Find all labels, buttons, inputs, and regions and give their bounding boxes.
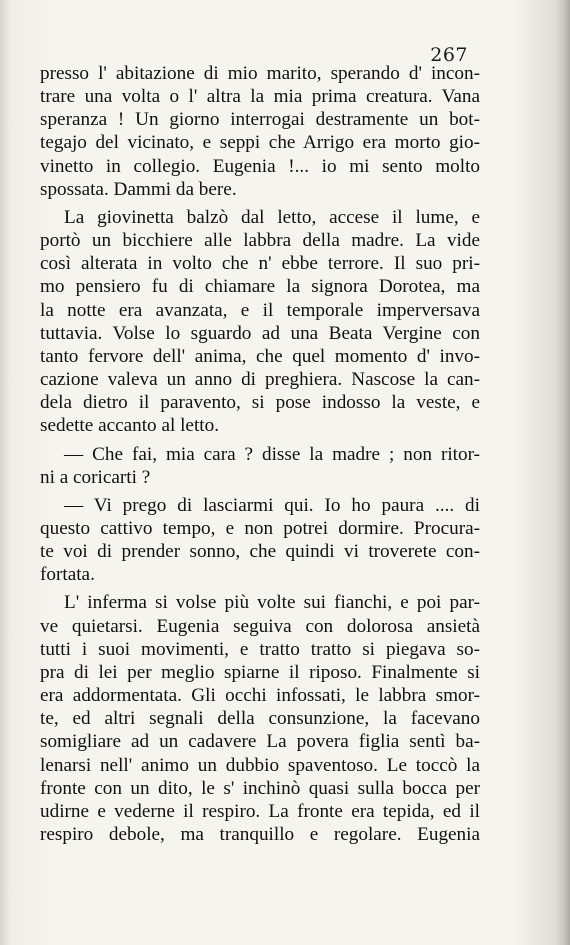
text-line: speranza ! Un giorno interrogai destramente un bot- (40, 109, 480, 131)
text-line: trare una volta o l' altra la mia prima creatura. Vana (40, 86, 480, 108)
text-line: fronte con un dito, le s' inchinò quasi sulla bocca per (40, 777, 480, 799)
paragraph (40, 494, 480, 587)
text-line: cazione valeva un anno di preghiera. Nascose la can- (40, 369, 480, 391)
text-line: questo cattivo tempo, e non potrei dormire. Procura- (40, 517, 480, 539)
text-line: respiro debole, ma tranquillo e regolare. Eugenia (40, 824, 480, 845)
text-line: era addormentata. Gli occhi infossati, le labbra smor- (40, 685, 480, 707)
text-line: spossata. Dammi da bere. (40, 178, 237, 200)
text-line: ni a coricarti ? (40, 466, 151, 488)
text-line: udirne e vederne il respiro. La fronte era tepida, ed il (40, 800, 480, 822)
text-line: presso l' abitazione di mio marito, sperando d' incon- (40, 63, 480, 84)
text-line: La giovinetta balzò dal letto, accese il lume, e (64, 206, 480, 228)
paragraph (40, 206, 480, 438)
text-line: somigliare ad un cadavere La povera figlia sentì ba- (40, 731, 480, 753)
text-line: L' inferma si volse più volte sui fianchi, e poi par- (64, 592, 480, 614)
text-line: sedette accanto al letto. (40, 415, 219, 437)
text-line: fortata. (40, 564, 95, 586)
text-line: lenarsi nell' animo un dubbio spaventoso. Le toccò la (40, 754, 480, 776)
text-line: dela dietro il paravento, si pose indosso la veste, e (40, 392, 480, 414)
text-line: mo pensiero fu di chiamare la signora Dorotea, ma (40, 276, 480, 298)
body-text (40, 62, 480, 846)
paragraph (40, 443, 480, 489)
text-line: pra di lei per meglio spiarne il riposo. Finalmente si (40, 661, 480, 683)
text-line: ve quietarsi. Eugenia seguiva con dolorosa ansietà (40, 615, 480, 637)
paragraph (40, 62, 480, 201)
page-left-shadow (0, 0, 10, 945)
text-line: — Vi prego di lasciarmi qui. Io ho paura .... di (64, 494, 480, 516)
text-line: tegajo del vicinato, e seppi che Arrigo era morto gio- (40, 132, 480, 154)
text-line: tuttavia. Volse lo sguardo ad una Beata Vergine con (40, 322, 480, 344)
page-right-shadow (556, 0, 570, 945)
paragraph (40, 591, 480, 846)
text-line: così alterata in volto che n' ebbe terrore. Il suo pri- (40, 253, 480, 275)
text-line: — Che fai, mia cara ? disse la madre ; non ritor- (64, 443, 480, 465)
text-line: tutti i suoi movimenti, e tratto tratto si piegava so- (40, 638, 480, 660)
text-line: te, ed altri segnali della consunzione, la facevano (40, 708, 480, 730)
page-number: 267 (430, 44, 468, 66)
text-line: vinetto in collegio. Eugenia !... io mi sento molto (40, 155, 480, 177)
text-line: tanto fervore dell' anima, che quel momento d' invo- (40, 345, 480, 367)
text-line: te voi di prender sonno, che quindi vi troverete con- (40, 541, 480, 563)
text-line: la notte era avanzata, e il temporale imperversava (40, 299, 480, 321)
text-line: portò un bicchiere alle labbra della madre. La vide (40, 230, 480, 252)
